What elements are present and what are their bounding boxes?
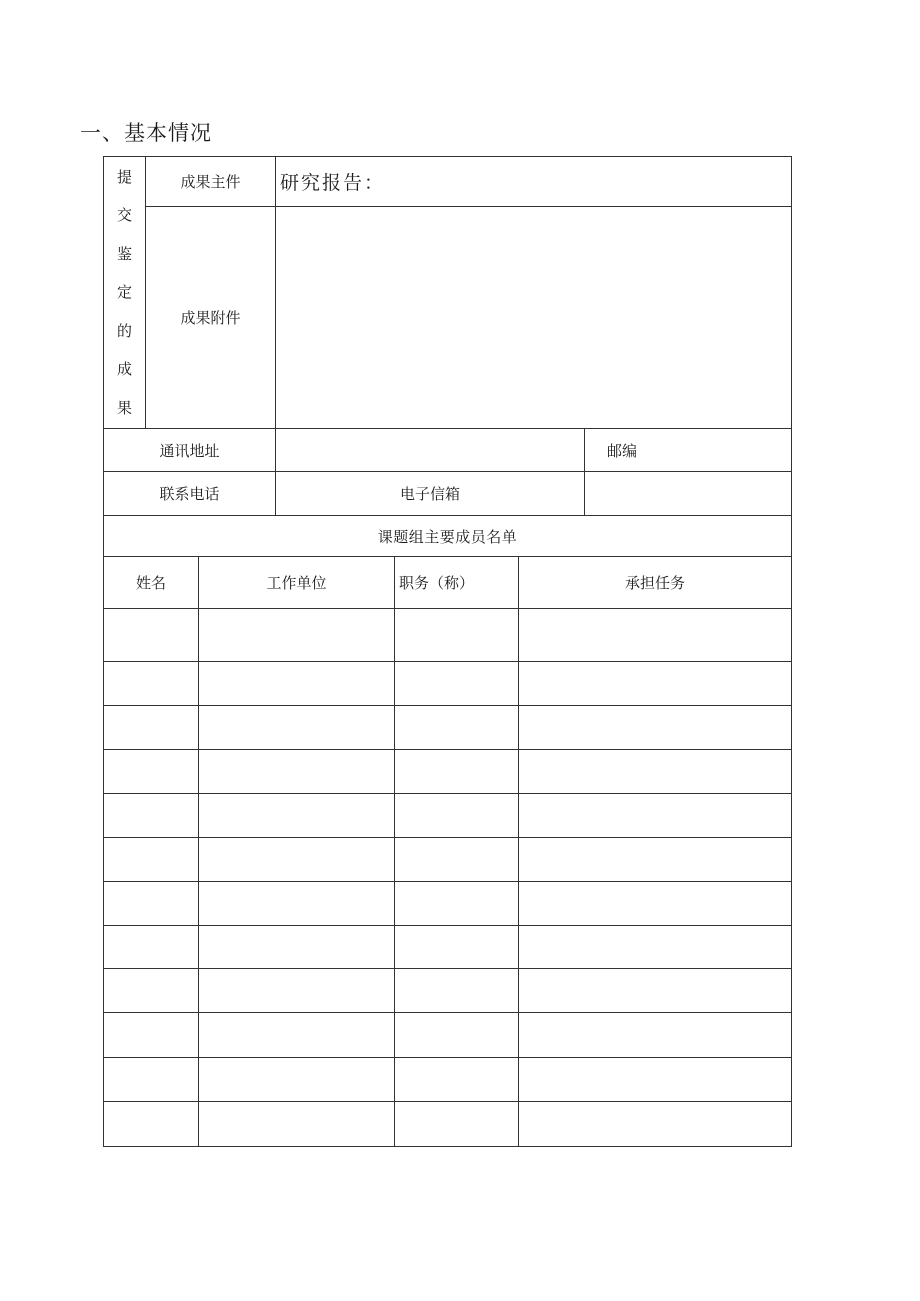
member-name-cell[interactable]: [104, 750, 199, 794]
member-name-cell[interactable]: [104, 662, 199, 706]
vertical-label-char: 成: [116, 360, 132, 379]
member-position-cell[interactable]: [395, 662, 519, 706]
member-workplace-cell[interactable]: [199, 1102, 395, 1147]
member-position-cell[interactable]: [395, 926, 519, 969]
main-result-value[interactable]: 研究报告：: [276, 157, 792, 207]
header-name: 姓名: [104, 557, 199, 609]
member-task-cell[interactable]: [519, 662, 792, 706]
member-workplace-cell[interactable]: [199, 1058, 395, 1102]
member-position-cell[interactable]: [395, 838, 519, 882]
member-task-cell[interactable]: [519, 706, 792, 750]
member-workplace-cell[interactable]: [199, 662, 395, 706]
member-position-cell[interactable]: [395, 794, 519, 838]
member-workplace-cell[interactable]: [199, 926, 395, 969]
member-workplace-cell[interactable]: [199, 882, 395, 926]
member-row: [104, 794, 792, 838]
vertical-label-char: 提: [116, 167, 132, 186]
member-position-cell[interactable]: [395, 1058, 519, 1102]
header-position: 职务（称）: [395, 557, 519, 609]
member-row: [104, 969, 792, 1013]
vertical-label-char: 果: [116, 398, 132, 417]
vertical-label-char: 鉴: [116, 244, 132, 263]
member-workplace-cell[interactable]: [199, 609, 395, 662]
basic-info-form: [103, 156, 792, 1147]
member-name-cell[interactable]: [104, 1058, 199, 1102]
member-workplace-cell[interactable]: [199, 794, 395, 838]
member-position-cell[interactable]: [395, 750, 519, 794]
postcode-label[interactable]: 邮编: [585, 429, 792, 472]
member-name-cell[interactable]: [104, 1102, 199, 1147]
member-row: [104, 706, 792, 750]
member-workplace-cell[interactable]: [199, 969, 395, 1013]
member-task-cell[interactable]: [519, 1013, 792, 1058]
member-row: [104, 1013, 792, 1058]
member-position-cell[interactable]: [395, 1013, 519, 1058]
member-task-cell[interactable]: [519, 750, 792, 794]
attachment-value[interactable]: [276, 207, 792, 429]
member-position-cell[interactable]: [395, 609, 519, 662]
email-label: 电子信箱: [276, 472, 585, 516]
member-task-cell[interactable]: [519, 609, 792, 662]
phone-label: 联系电话: [104, 472, 276, 516]
member-name-cell[interactable]: [104, 926, 199, 969]
address-field[interactable]: [276, 429, 585, 472]
member-task-cell[interactable]: [519, 882, 792, 926]
vertical-label-char: 定: [116, 283, 132, 302]
member-workplace-cell[interactable]: [199, 838, 395, 882]
member-task-cell[interactable]: [519, 794, 792, 838]
member-task-cell[interactable]: [519, 926, 792, 969]
member-name-cell[interactable]: [104, 706, 199, 750]
members-title: 课题组主要成员名单: [104, 516, 792, 557]
member-row: [104, 1058, 792, 1102]
member-position-cell[interactable]: [395, 1102, 519, 1147]
header-task: 承担任务: [519, 557, 792, 609]
member-name-cell[interactable]: [104, 609, 199, 662]
member-name-cell[interactable]: [104, 969, 199, 1013]
member-task-cell[interactable]: [519, 838, 792, 882]
attachment-label: 成果附件: [146, 207, 276, 429]
header-workplace: 工作单位: [199, 557, 395, 609]
member-row: [104, 926, 792, 969]
member-row: [104, 662, 792, 706]
email-field[interactable]: [585, 472, 792, 516]
vertical-label-char: 交: [116, 206, 132, 225]
member-workplace-cell[interactable]: [199, 1013, 395, 1058]
member-position-cell[interactable]: [395, 969, 519, 1013]
submitted-results-label: [104, 157, 146, 429]
member-name-cell[interactable]: [104, 882, 199, 926]
member-position-cell[interactable]: [395, 706, 519, 750]
address-label: 通讯地址: [104, 429, 276, 472]
member-workplace-cell[interactable]: [199, 706, 395, 750]
vertical-label-char: 的: [116, 321, 132, 340]
member-position-cell[interactable]: [395, 882, 519, 926]
member-task-cell[interactable]: [519, 969, 792, 1013]
member-row: [104, 838, 792, 882]
member-workplace-cell[interactable]: [199, 750, 395, 794]
member-row: [104, 750, 792, 794]
member-name-cell[interactable]: [104, 838, 199, 882]
member-name-cell[interactable]: [104, 794, 199, 838]
member-task-cell[interactable]: [519, 1058, 792, 1102]
section-title: 一、基本情况: [80, 121, 212, 145]
member-row: [104, 1102, 792, 1147]
member-row: [104, 609, 792, 662]
main-result-label: 成果主件: [146, 157, 276, 207]
member-task-cell[interactable]: [519, 1102, 792, 1147]
member-row: [104, 882, 792, 926]
member-name-cell[interactable]: [104, 1013, 199, 1058]
